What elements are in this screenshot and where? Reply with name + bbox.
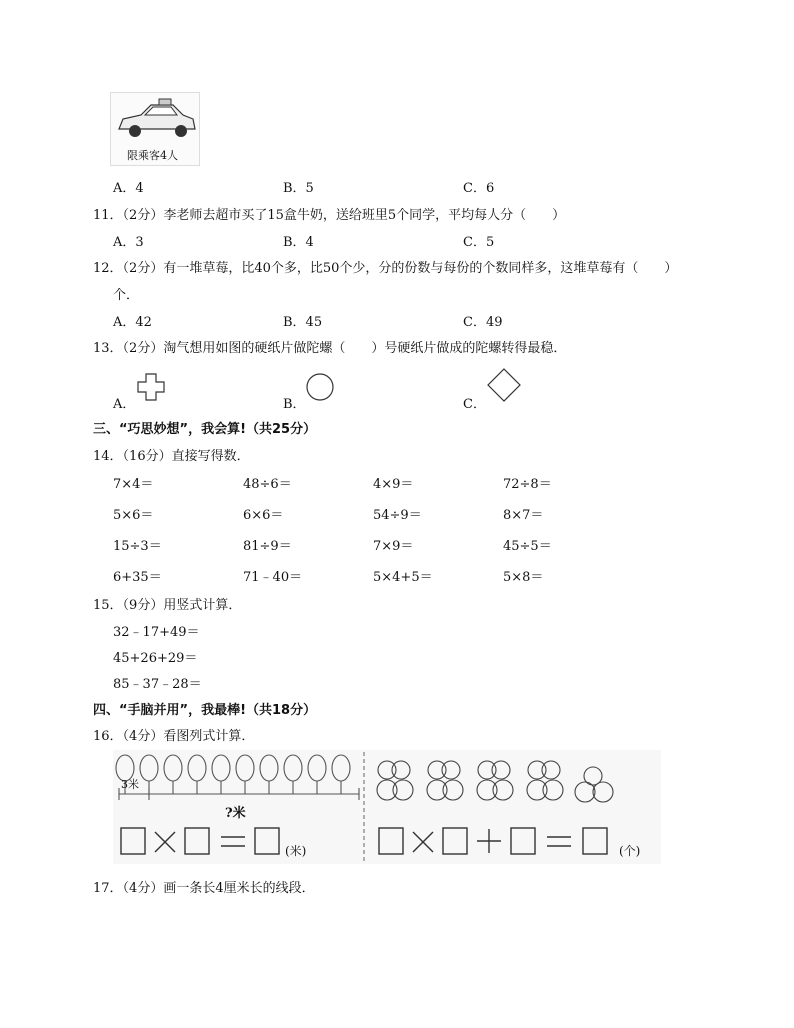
- right-equation-icon: [377, 824, 637, 860]
- apple-group-icon: [371, 750, 661, 814]
- q12-text-cont: 个．: [113, 288, 140, 303]
- q14-item: 81÷9＝: [243, 539, 292, 554]
- q12-text: 12．（2分）有一堆草莓，比40个多，比50个少，分的份数与每份的个数同样多，这堆草莓有（ ）: [93, 261, 678, 276]
- q14-item: 5×8＝: [503, 570, 544, 585]
- q14-text: 14．（16分）直接写得数．: [93, 449, 250, 464]
- q10-option-c[interactable]: C．6: [463, 181, 495, 196]
- q11-option-a[interactable]: A．3: [113, 235, 144, 250]
- q17-text: 17．（4分）画一条长4厘米长的线段．: [93, 881, 315, 896]
- q14-item: 71﹣40＝: [243, 570, 303, 585]
- q13-text: 13．（2分）淘气想用如图的硬纸片做陀螺（ ）号硬纸片做成的陀螺转得最稳．: [93, 341, 567, 356]
- q12-option-b[interactable]: B．45: [283, 315, 323, 330]
- q16-right-unit: (个): [619, 844, 641, 858]
- q14-item: 8×7＝: [503, 508, 544, 523]
- q14-item: 6+35＝: [113, 570, 162, 585]
- q16-picture: [113, 750, 661, 864]
- q14-item: 7×4＝: [113, 477, 154, 492]
- q13-option-a[interactable]: A．: [113, 397, 136, 412]
- taxi-sign: 限乘客4人: [127, 149, 178, 162]
- q14-item: 15÷3＝: [113, 539, 162, 554]
- section4-title: 四、“手脑并用”，我最棒!（共18分）: [93, 703, 317, 718]
- q15-item: 45+26+29＝: [113, 651, 198, 666]
- q11-text: 11．（2分）李老师去超市买了15盒牛奶，送给班里5个同学，平均每人分（ ）: [93, 208, 566, 223]
- q16-left-unit: (米): [285, 844, 307, 858]
- q13-option-c[interactable]: C．: [463, 397, 486, 412]
- q10-option-b[interactable]: B．5: [283, 181, 314, 196]
- cross-shape-icon: [137, 373, 165, 401]
- q14-item: 48÷6＝: [243, 477, 292, 492]
- q14-item: 6×6＝: [243, 508, 284, 523]
- q14-item: 4×9＝: [373, 477, 414, 492]
- q14-item: 5×6＝: [113, 508, 154, 523]
- circle-shape-icon: [305, 372, 335, 402]
- q12-option-a[interactable]: A．42: [113, 315, 152, 330]
- q14-item: 72÷8＝: [503, 477, 552, 492]
- taxi-icon: [111, 93, 199, 145]
- q15-text: 15．（9分）用竖式计算．: [93, 598, 242, 613]
- q15-item: 32﹣17+49＝: [113, 625, 200, 640]
- section3-title: 三、“巧思妙想”，我会算!（共25分）: [93, 422, 317, 437]
- q14-item: 54÷9＝: [373, 508, 422, 523]
- q11-option-c[interactable]: C．5: [463, 235, 495, 250]
- diamond-shape-icon: [486, 367, 522, 403]
- divider: [362, 750, 366, 864]
- taxi-picture: [110, 92, 200, 166]
- q10-option-a[interactable]: A．4: [113, 181, 144, 196]
- q13-option-b[interactable]: B．: [283, 397, 306, 412]
- q11-option-b[interactable]: B．4: [283, 235, 314, 250]
- q16-question-label: ?米: [225, 806, 246, 821]
- q14-item: 7×9＝: [373, 539, 414, 554]
- q16-text: 16．（4分）看图列式计算．: [93, 729, 255, 744]
- q14-item: 5×4+5＝: [373, 570, 433, 585]
- q12-option-c[interactable]: C．49: [463, 315, 503, 330]
- q15-item: 85﹣37﹣28＝: [113, 677, 202, 692]
- q16-left-label: 3米: [121, 778, 139, 791]
- q14-item: 45÷5＝: [503, 539, 552, 554]
